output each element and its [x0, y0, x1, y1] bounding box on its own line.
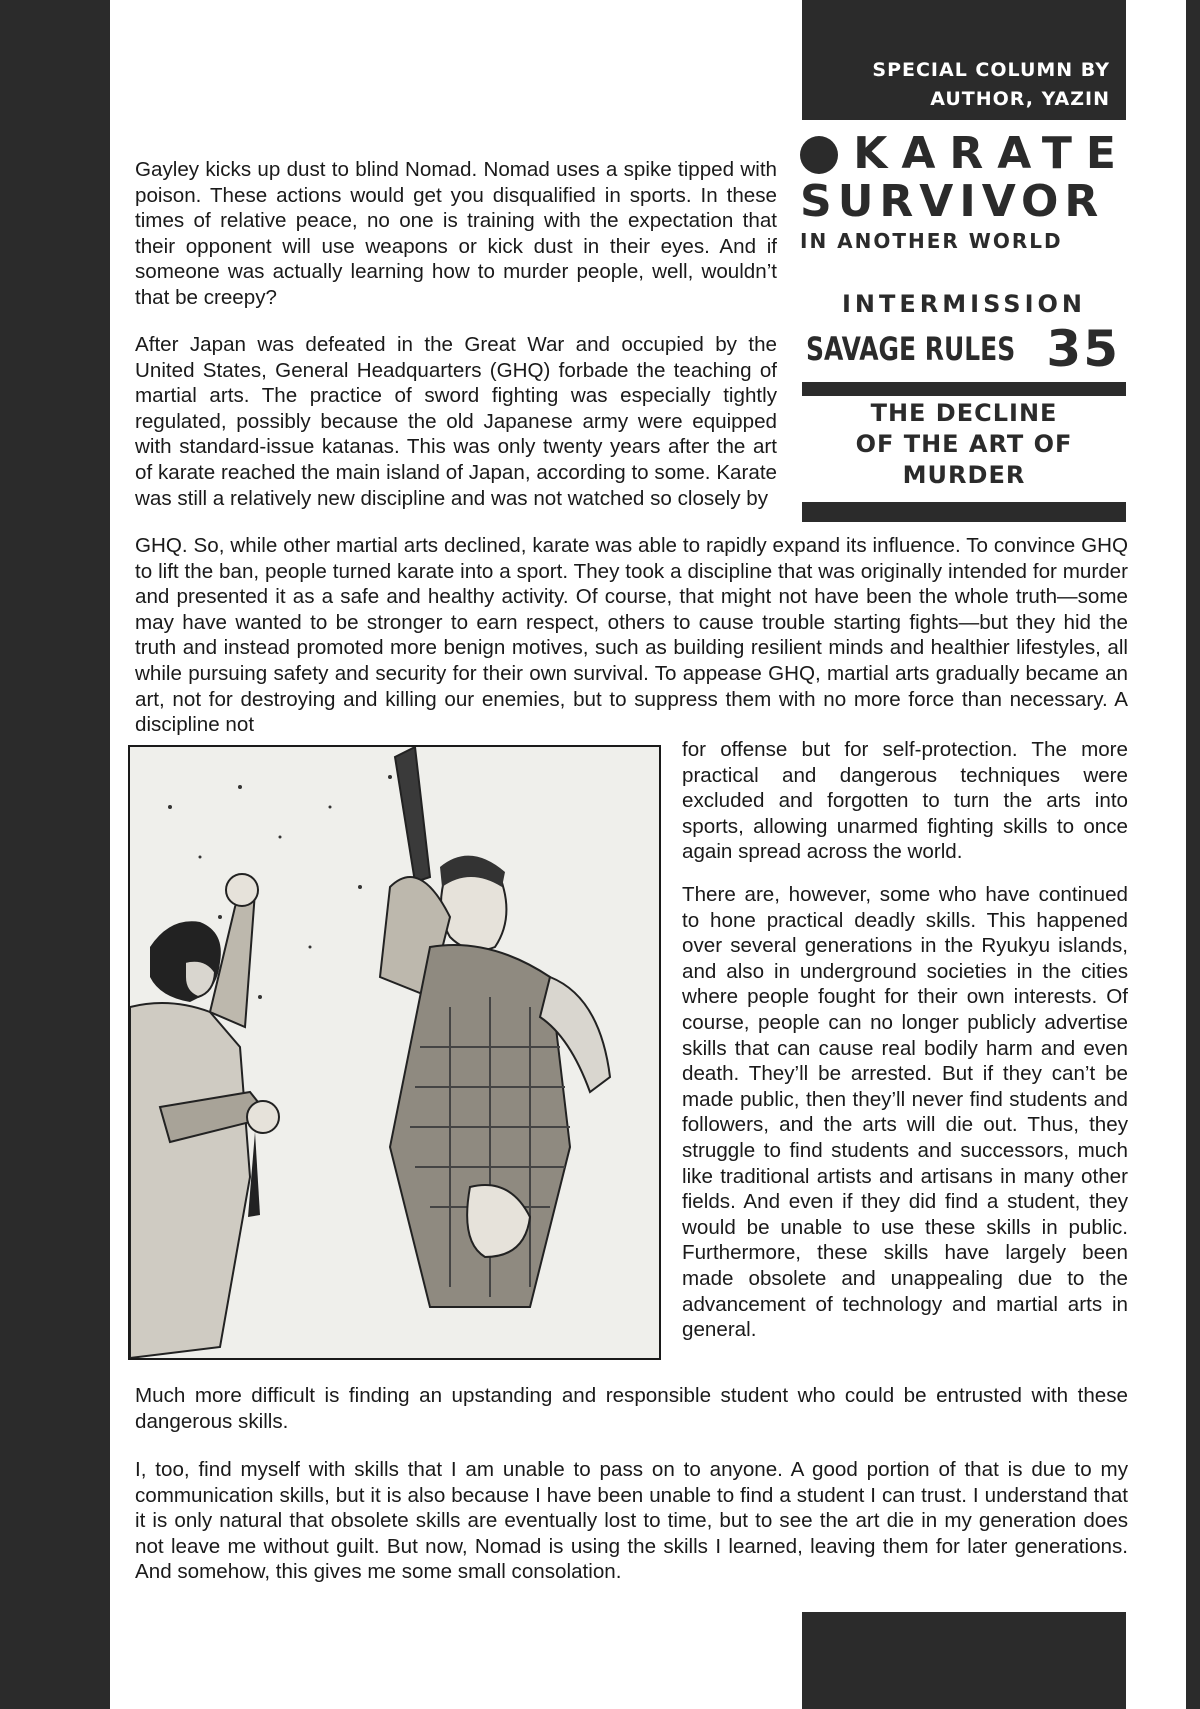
logo-line-subtitle: IN ANOTHER WORLD [800, 229, 1063, 253]
footer-block [802, 1612, 1126, 1709]
paragraph-3-part-2: Much more difficult is finding an upstanding and responsible student who could be entrusted with these dangerous skills. [135, 1384, 1128, 1433]
paragraph-2-part-1: After Japan was defeated in the Great War and occupied by the United States, General Headquarters (GHQ) forbade the teaching of martial arts. The practice of sword fighting was especially tightly regulated, possibly because the old Japanese army were equipped with standard-issue katanas. This was only twenty years after the art of karate reached the main island of Japan, according to some. Karate was still a relatively new discipline and was not watched so closely by [135, 333, 777, 510]
paragraph-2-part-2: GHQ. So, while other martial arts declined, karate was able to rapidly expand its influence. To convince GHQ to lift the ban, people turned karate into a sport. They took a discipline that was originally intended for murder and presented it as a safe and healthy activity. Of course, that might not have been the whole truth—some may have wanted to be stronger to earn respect, others to cause trouble starting fights—but they hid the truth and instead promoted more benign motives, such as building resilient minds and healthier lifestyles, all while pursuing safety and security for their own survival. To appease GHQ, martial arts gradually became an art, not for destroying and killing our enemies, but to suppress them with no more force than necessary. A discipline not [135, 534, 1128, 737]
chapter-heading [802, 320, 1126, 378]
series-logo [800, 130, 1140, 260]
paragraph-1: Gayley kicks up dust to blind Nomad. Nomad uses a spike tipped with poison. These actions would get you disqualified in sports. In these times of relative peace, no one is training with the expectation that their opponent will use weapons or kick dust in their eyes. And if someone was actually learning how to murder people, well, wouldn’t that be creepy? [135, 158, 777, 309]
title-divider-bottom [802, 502, 1126, 522]
column-header [802, 0, 1126, 120]
paragraph-3-part-1: There are, however, some who have continued to hone practical deadly skills. This happened over several generations in the Ryukyu islands, and also in underground societies in the cities where people fought for their own interests. Of course, people can no longer publicly advertise skills that can cause real bodily harm and even death. They’ll be arrested. But if they can’t be made public, then they’ll never find students and followers, and the arts will die out. Thus, they struggle to find students and successors, much like traditional artists and artisans in many other fields. And even if they did find a student, they would be unable to use these skills in public. Furthermore, these skills have largely been made obsolete and unappealing due to the advancement of technology and martial arts in general. [682, 883, 1128, 1342]
title-divider-top [802, 382, 1126, 396]
left-margin-strip [0, 0, 110, 1709]
right-margin-strip [1186, 0, 1200, 1709]
column-label: SPECIAL COLUMN BY AUTHOR, YAZIN [872, 59, 1110, 110]
paragraph-4: I, too, find myself with skills that I am unable to pass on to anyone. A good portion of that is due to my communication skills, but it is also because I have been unable to find a student I can trust. I understand that it is only natural that obsolete skills are eventually lost to time, but to see the art die in my generation does not leave me without guilt. But now, Nomad is using the skills I learned, leaving them for later generations. And somehow, this gives me some small consolation. [135, 1458, 1128, 1584]
fight-scene-drawing [130, 747, 659, 1358]
logo-line-karate: KARATE [853, 128, 1130, 179]
intermission-label: INTERMISSION [842, 290, 1086, 318]
logo-line-survivor: SURVIVOR [800, 176, 1105, 227]
paragraph-2-part-3: for offense but for self-protection. The more practical and dangerous techniques were excluded and forgotten to turn the arts into sports, allowing unarmed fighting skills to once again spread across the world. [682, 738, 1128, 864]
chapter-number: 35 [1046, 320, 1120, 378]
series-name: SAVAGE RULES [806, 330, 1016, 368]
manga-illustration [128, 745, 661, 1360]
chapter-title: THE DECLINE OF THE ART OF MURDER [855, 399, 1073, 489]
